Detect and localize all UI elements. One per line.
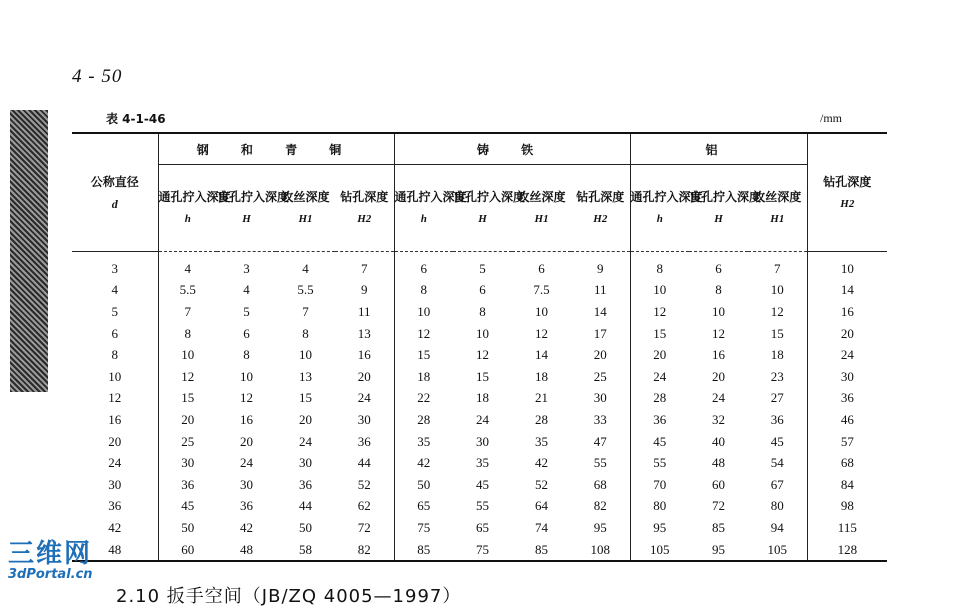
table-cell: 14 (593, 303, 607, 319)
table-cell: 9 (361, 282, 368, 298)
table-cell: 12 (712, 325, 726, 341)
table-cell: 30 (158, 452, 217, 474)
table-cell: 12 (535, 325, 549, 341)
table-cell: 6 (479, 282, 486, 298)
table-row (72, 366, 887, 388)
table-cell: 55 (476, 498, 490, 514)
table-cell: 64 (535, 498, 549, 514)
table-cell: 65 (476, 519, 490, 535)
table-cell: 20 (712, 368, 726, 384)
sub-header-g2-c1 (689, 165, 762, 252)
table-cell: 16 (807, 301, 887, 323)
table-cell: 50 (299, 519, 312, 535)
thread-depth-table (72, 132, 887, 562)
header-label: 攻丝深度 (753, 190, 802, 204)
table-cell: 50 (394, 474, 453, 496)
table-cell: 10 (240, 368, 253, 384)
table-cell: 45 (476, 476, 490, 492)
table-cell: 10 (299, 347, 312, 363)
row-nominal-diameter: 16 (108, 411, 122, 427)
table-row (72, 409, 887, 431)
row-nominal-diameter: 3 (111, 260, 118, 276)
table-cell: 105 (767, 541, 788, 557)
header-label: 通孔拧入深度 (630, 190, 703, 204)
table-cell: 25 (158, 431, 217, 453)
table-cell: 24 (357, 390, 371, 406)
row-nominal-diameter: 10 (108, 368, 122, 384)
table-cell: 12 (394, 323, 453, 345)
table-cell: 8 (715, 282, 722, 298)
table-cell: 6 (394, 252, 453, 280)
table-cell: 27 (770, 390, 784, 406)
header-symbol: H1 (534, 213, 549, 225)
header-symbol: H2 (593, 213, 608, 225)
table-cell: 24 (807, 344, 887, 366)
row-nominal-diameter: 42 (108, 519, 122, 535)
table-cell: 47 (593, 433, 607, 449)
table-cell: 15 (630, 323, 689, 345)
table-cell: 65 (394, 496, 453, 518)
table-cell: 52 (357, 476, 371, 492)
header-symbol: H2 (840, 197, 855, 210)
table-cell: 60 (712, 476, 726, 492)
header-label: 攻丝深度 (281, 190, 330, 204)
table-row (72, 344, 887, 366)
sub-header-g2-c2 (748, 165, 807, 252)
table-cell: 60 (158, 539, 217, 562)
row-nominal-diameter: 48 (108, 541, 122, 557)
sub-header-g0-c1 (217, 165, 290, 252)
row-nominal-diameter: 5 (111, 303, 118, 319)
sub-header-g2-c0 (630, 165, 703, 252)
sub-header-g1-c0 (394, 165, 467, 252)
table-cell: 72 (712, 498, 726, 514)
table-cell: 4 (302, 260, 309, 276)
table-cell: 36 (158, 474, 217, 496)
table-cell: 7.5 (533, 282, 550, 298)
table-cell: 108 (590, 541, 611, 557)
table-cell: 4 (158, 252, 217, 280)
table-cell: 70 (630, 474, 689, 496)
table-cell: 10 (535, 303, 549, 319)
table-cell: 42 (240, 519, 253, 535)
table-cell: 48 (240, 541, 253, 557)
table-cell: 68 (593, 476, 607, 492)
table-cell: 15 (158, 388, 217, 410)
table-cell: 10 (807, 252, 887, 280)
table-cell: 10 (630, 280, 689, 302)
table-cell: 30 (240, 476, 253, 492)
table-cell: 11 (594, 282, 607, 298)
table-cell: 82 (357, 541, 371, 557)
table-row (72, 388, 887, 410)
table-cell: 45 (630, 431, 689, 453)
table-cell: 128 (807, 539, 887, 562)
table-cell: 40 (712, 433, 726, 449)
table-cell: 3 (243, 260, 250, 276)
table-cell: 35 (394, 431, 453, 453)
table-cell: 20 (593, 347, 607, 363)
table-cell: 36 (807, 388, 887, 410)
header-label: 钻孔深度 (576, 190, 625, 204)
table-cell: 30 (593, 390, 607, 406)
table-cell: 72 (357, 519, 371, 535)
table-cell: 20 (240, 433, 253, 449)
header-symbol: H2 (357, 213, 372, 225)
table-row (72, 280, 887, 302)
table-cell: 115 (807, 517, 887, 539)
table-cell: 24 (299, 433, 312, 449)
sub-header-g0-c3 (335, 165, 394, 252)
watermark-main: 三维网 (8, 539, 93, 569)
table-cell: 10 (770, 282, 784, 298)
table-cell: 24 (712, 390, 726, 406)
table-cell: 14 (807, 280, 887, 302)
table-cell: 20 (158, 409, 217, 431)
header-aluminum-drill-depth (807, 133, 887, 252)
table-cell: 5.5 (158, 280, 217, 302)
table-cell: 28 (394, 409, 453, 431)
header-label: 攻丝深度 (517, 190, 566, 204)
table-row (72, 323, 887, 345)
row-nominal-diameter: 12 (108, 390, 122, 406)
table-cell: 55 (593, 455, 607, 471)
row-nominal-diameter: 30 (108, 476, 122, 492)
table-cell: 24 (240, 455, 253, 471)
table-cell: 95 (593, 519, 607, 535)
table-unit: /mm (820, 111, 843, 125)
table-cell: 8 (243, 347, 250, 363)
header-symbol: H1 (770, 213, 785, 225)
table-cell: 20 (807, 323, 887, 345)
table-cell: 22 (394, 388, 453, 410)
header-label: 钻孔深度 (823, 174, 872, 189)
table-cell: 5 (479, 260, 486, 276)
group-header-steel-bronze: 钢 和 青 铜 (158, 133, 394, 165)
table-cell: 28 (630, 388, 689, 410)
table-cell: 35 (535, 433, 549, 449)
table-cell: 54 (770, 455, 784, 471)
table-cell: 15 (394, 344, 453, 366)
header-label: 通孔拧入深度 (394, 190, 467, 204)
watermark-sub: 3dPortal.cn (8, 567, 93, 582)
table-cell: 36 (630, 409, 689, 431)
table-row (72, 517, 887, 539)
table-cell: 95 (712, 541, 726, 557)
header-symbol: H (714, 213, 723, 225)
table-cell: 10 (712, 303, 726, 319)
table-cell: 12 (240, 390, 253, 406)
table-cell: 10 (394, 301, 453, 323)
sub-header-g1-c1 (453, 165, 526, 252)
table-cell: 44 (357, 455, 371, 471)
table-cell: 33 (593, 411, 607, 427)
table-cell: 85 (712, 519, 726, 535)
table-cell: 105 (630, 539, 689, 562)
table-cell: 52 (535, 476, 549, 492)
table-cell: 18 (476, 390, 490, 406)
table-cell: 67 (770, 476, 784, 492)
header-symbol: H1 (298, 213, 313, 225)
table-cell: 25 (593, 368, 607, 384)
table-row (72, 431, 887, 453)
table-cell: 15 (770, 325, 784, 341)
table-cell: 20 (357, 368, 371, 384)
table-cell: 36 (240, 498, 253, 514)
table-cell: 11 (358, 303, 371, 319)
table-cell: 55 (630, 452, 689, 474)
table-cell: 16 (712, 347, 726, 363)
sub-header-row (72, 165, 887, 252)
table-cell: 32 (712, 411, 726, 427)
table-cell: 9 (597, 260, 604, 276)
header-symbol: h (420, 213, 427, 225)
row-nominal-diameter: 36 (108, 498, 122, 514)
header-label: 钻孔深度 (340, 190, 389, 204)
table-cell: 75 (476, 541, 490, 557)
table-cell: 57 (807, 431, 887, 453)
table-cell: 10 (476, 325, 490, 341)
table-cell: 48 (712, 455, 726, 471)
table-cell: 13 (357, 325, 371, 341)
table-cell: 12 (476, 347, 490, 363)
table-cell: 74 (535, 519, 549, 535)
table-row (72, 301, 887, 323)
table-cell: 42 (394, 452, 453, 474)
table-cell: 8 (394, 280, 453, 302)
table-row (72, 474, 887, 496)
table-cell: 95 (630, 517, 689, 539)
table-cell: 20 (630, 344, 689, 366)
table-cell: 30 (807, 366, 887, 388)
table-cell: 98 (807, 496, 887, 518)
table-cell: 8 (630, 252, 689, 280)
table-cell: 20 (299, 411, 312, 427)
header-label: 盲孔拧入深度 (217, 190, 290, 204)
group-header-aluminum: 铝 (630, 133, 807, 165)
table-cell: 42 (535, 455, 549, 471)
page-edge-marker (10, 110, 48, 392)
table-cell: 6 (715, 260, 722, 276)
table-cell: 24 (476, 411, 490, 427)
table-cell: 7 (302, 303, 309, 319)
table-cell: 7 (774, 260, 781, 276)
table-cell: 8 (302, 325, 309, 341)
table-cell: 15 (299, 390, 312, 406)
table-cell: 82 (593, 498, 607, 514)
group-header-cast-iron: 铸 铁 (394, 133, 630, 165)
table-cell: 16 (240, 411, 253, 427)
table-cell: 14 (535, 347, 549, 363)
table-title: 表 4-1-46 (106, 112, 166, 126)
table-cell: 85 (394, 539, 453, 562)
header-label: 盲孔拧入深度 (689, 190, 762, 204)
table-cell: 80 (630, 496, 689, 518)
table-row (72, 539, 887, 562)
row-nominal-diameter: 20 (108, 433, 122, 449)
table-cell: 23 (770, 368, 784, 384)
table-cell: 46 (807, 409, 887, 431)
table-cell: 36 (357, 433, 371, 449)
sub-header-g1-c3 (571, 165, 630, 252)
table-cell: 16 (357, 347, 371, 363)
header-symbol: h (184, 213, 191, 225)
table-cell: 45 (770, 433, 784, 449)
row-nominal-diameter: 24 (108, 455, 122, 471)
table-cell: 5 (243, 303, 250, 319)
table-cell: 7 (361, 260, 368, 276)
table-cell: 84 (807, 474, 887, 496)
table-cell: 8 (479, 303, 486, 319)
header-label: 通孔拧入深度 (158, 190, 231, 204)
page-number: 4 - 50 (72, 66, 123, 87)
sub-header-g0-c0 (158, 165, 231, 252)
row-nominal-diameter: 6 (111, 325, 118, 341)
table-header (72, 133, 887, 252)
table-cell: 18 (535, 368, 549, 384)
watermark-logo (8, 540, 93, 582)
table-cell: 7 (158, 301, 217, 323)
table-cell: 6 (538, 260, 545, 276)
table-cell: 30 (299, 455, 312, 471)
table-cell: 36 (299, 476, 312, 492)
header-label: 盲孔拧入深度 (453, 190, 526, 204)
table-cell: 17 (593, 325, 607, 341)
table-cell: 12 (630, 301, 689, 323)
table-cell: 35 (476, 455, 490, 471)
table-cell: 44 (299, 498, 312, 514)
table-cell: 50 (158, 517, 217, 539)
table-cell: 13 (299, 368, 312, 384)
table-cell: 68 (807, 452, 887, 474)
table-cell: 94 (770, 519, 784, 535)
table-cell: 6 (243, 325, 250, 341)
table-cell: 80 (770, 498, 784, 514)
table-cell: 15 (476, 368, 490, 384)
table-cell: 18 (770, 347, 784, 363)
table-cell: 10 (158, 344, 217, 366)
header-symbol: d (111, 196, 118, 211)
table-cell: 21 (535, 390, 549, 406)
table-row (72, 496, 887, 518)
table-cell: 18 (394, 366, 453, 388)
table-cell: 28 (535, 411, 549, 427)
table-cell: 36 (770, 411, 784, 427)
table-cell: 58 (299, 541, 312, 557)
table-row (72, 452, 887, 474)
table-cell: 4 (243, 282, 250, 298)
header-symbol: H (478, 213, 487, 225)
table-cell: 24 (630, 366, 689, 388)
table-body (72, 252, 887, 562)
table-cell: 12 (158, 366, 217, 388)
table-cell: 8 (158, 323, 217, 345)
section-heading: 2.10 扳手空间（JB/ZQ 4005—1997） (116, 586, 462, 607)
sub-header-g0-c2 (276, 165, 335, 252)
sub-header-g1-c2 (512, 165, 571, 252)
header-symbol: H (242, 213, 251, 225)
table-row (72, 252, 887, 280)
table-cell: 30 (476, 433, 490, 449)
row-nominal-diameter: 8 (111, 347, 118, 363)
table-cell: 30 (357, 411, 371, 427)
table-cell: 45 (158, 496, 217, 518)
table-cell: 12 (770, 303, 784, 319)
row-nominal-diameter: 4 (111, 282, 118, 298)
table-cell: 85 (535, 541, 549, 557)
table-cell: 75 (394, 517, 453, 539)
header-label: 公称直径 (90, 174, 139, 189)
table-cell: 5.5 (297, 282, 314, 298)
header-symbol: h (656, 213, 663, 225)
header-nominal-diameter (72, 133, 158, 252)
table-cell: 62 (357, 498, 371, 514)
